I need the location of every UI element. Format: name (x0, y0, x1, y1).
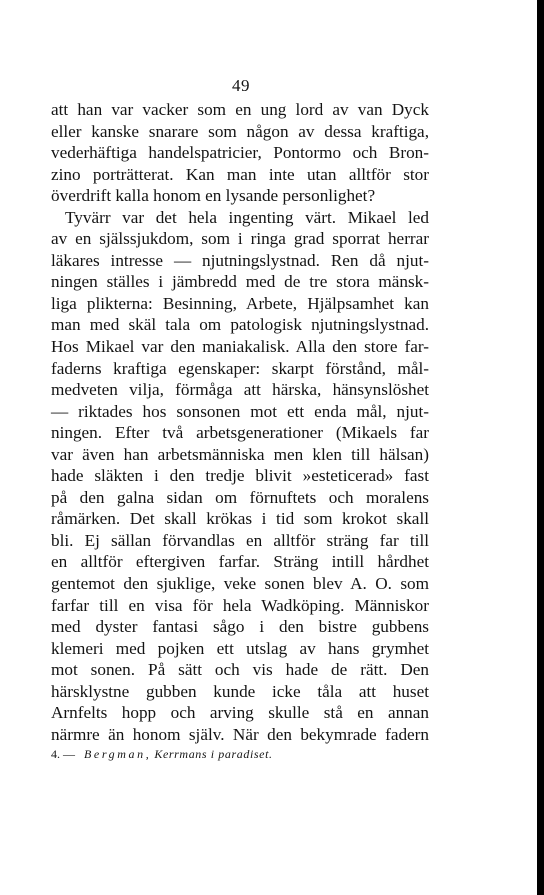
text-line: ningen. Efter två arbetsgenerationer (Mikaels far (51, 423, 429, 443)
text-line: en alltför eftergiven farfar. Sträng intill hårdhet (51, 552, 429, 572)
text-line: medveten vilja, förmåga att härska, hänsynslöshet (51, 380, 429, 400)
text-line: faderns kraftiga egenskaper: skarpt förstånd, mål- (51, 358, 429, 378)
text-line: zino porträtterat. Kan man inte utan alltför stor (51, 164, 429, 184)
text-line: råmärken. Det skall krökas i tid som krokot skall (51, 509, 429, 529)
text-line: överdrift kalla honom en lysande personlighet? (51, 186, 376, 206)
text-line: liga plikterna: Besinning, Arbete, Hjälpsamhet kan (51, 293, 429, 313)
page-number: 49 (232, 76, 250, 95)
text-line: klemeri med pojken ett utslag av hans grymhet (51, 638, 429, 658)
text-line: härsklystne gubben kunde icke tåla att huset (51, 681, 429, 701)
text-line: på den galna sidan om förnuftets och moralens (51, 487, 429, 507)
footer-title: Kerrmans i paradiset. (154, 747, 273, 761)
text-line: mot sonen. På sätt och vis hade de rätt. Den (51, 660, 429, 680)
text-line: ningen ställes i jämbredd med de tre stora mänsk- (51, 272, 429, 292)
body-text (51, 99, 429, 745)
text-line: Tyvärr var det hela ingenting värt. Mikael led (65, 207, 429, 227)
text-line: Arnfelts hopp och arving skulle stå en annan (51, 703, 429, 723)
text-line: att han var vacker som en ung lord av van Dyck (51, 100, 429, 119)
text-line: med dyster fantasi sågo i den bistre gubbens (51, 617, 429, 637)
text-line: gentemot den sjuklige, veke sonen blev A. O. som (51, 574, 429, 594)
text-line: hade släkten i den tredje blivit »esteticerad» fast (51, 466, 429, 486)
text-line: av en själssjukdom, som i ringa grad sporrat herrar (51, 229, 429, 249)
text-line: farfar till en visa för hela Wadköping. Människor (51, 595, 429, 615)
footer-author: Bergman, (84, 747, 152, 761)
page-footer (51, 747, 273, 762)
text-line: eller kanske snarare som någon av dessa kraftiga, (51, 121, 429, 141)
text-line: närmre än honom själv. När den bekymrade fadern (51, 724, 429, 744)
text-line: var även han arbetsmänniska men klen till hälsan) (51, 444, 429, 464)
text-line: — riktades hos sonsonen mot ett enda mål, njut- (51, 401, 429, 421)
text-line: läkares intresse — njutningslystnad. Ren då njut- (51, 250, 429, 270)
scan-edge-border (537, 0, 544, 895)
text-line: Hos Mikael var den maniakalisk. Alla den store far- (51, 337, 429, 357)
text-line: vederhäftiga handelspatricier, Pontormo och Bron- (51, 143, 429, 163)
text-line: bli. Ej sällan förvandlas en alltför sträng far till (51, 530, 429, 550)
text-line: man med skäl tala om patologisk njutningslystnad. (51, 315, 429, 335)
signature-mark: 4. — (51, 747, 75, 761)
